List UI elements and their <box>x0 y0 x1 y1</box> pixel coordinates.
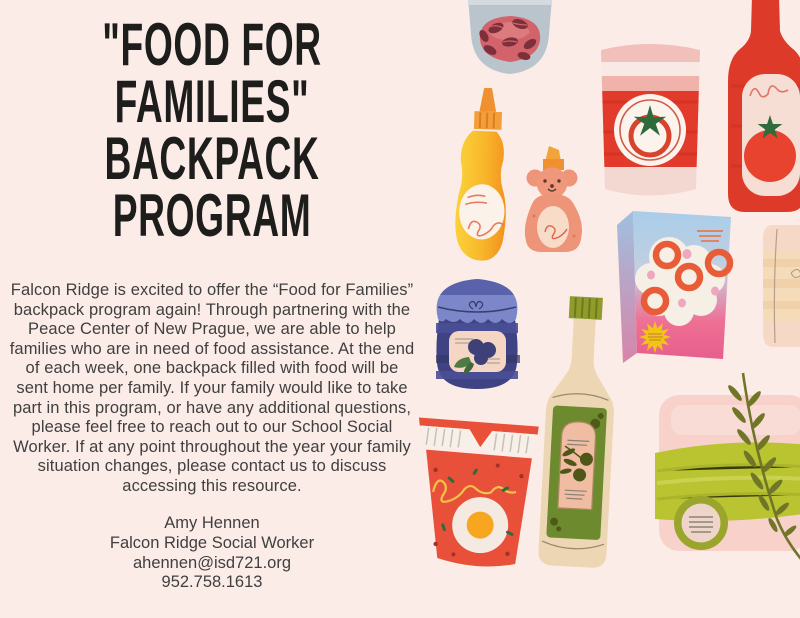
contact-email: ahennen@isd721.org <box>132 553 292 572</box>
contact-name: Amy Hennen <box>164 514 260 532</box>
flyer-title <box>10 11 414 249</box>
ketchup-bottle-illustration <box>719 0 800 222</box>
cereal-box-illustration <box>609 205 749 371</box>
contact-phone: 952.758.1613 <box>161 573 263 592</box>
honey-bear-illustration <box>517 144 591 256</box>
title-line-4: PROGRAM <box>112 182 312 249</box>
contact-block <box>8 514 416 593</box>
canned-goods-olive-branch-illustration <box>651 371 800 569</box>
jam-jar-illustration <box>425 267 530 394</box>
jar-of-beans-illustration <box>454 0 566 80</box>
title-line-2: FAMILIES" <box>114 68 310 135</box>
title-line-1: "FOOD FOR <box>102 11 322 78</box>
title-line-3: BACKPACK <box>104 125 320 192</box>
food-jar-illustration <box>761 221 800 351</box>
noodle-cup-illustration <box>407 411 547 575</box>
mustard-bottle-illustration <box>441 85 529 270</box>
canned-tomatoes-illustration <box>591 36 710 205</box>
program-description: Falcon Ridge is excited to offer the “Food for Families” backpack program again! Through partnering with the Peace Center of New Prague, we are able to help families who are in need of food assistance. At the end of each week, one backpack filled with food will be sent home per family. If your family would like to take part in this program, or have any additional questions, please feel free to reach out to our School Social Worker. If at any point throughout the year your family situation changes, please contact us to discuss accessing this resource. <box>9 281 415 495</box>
contact-role: Falcon Ridge Social Worker <box>109 533 315 552</box>
